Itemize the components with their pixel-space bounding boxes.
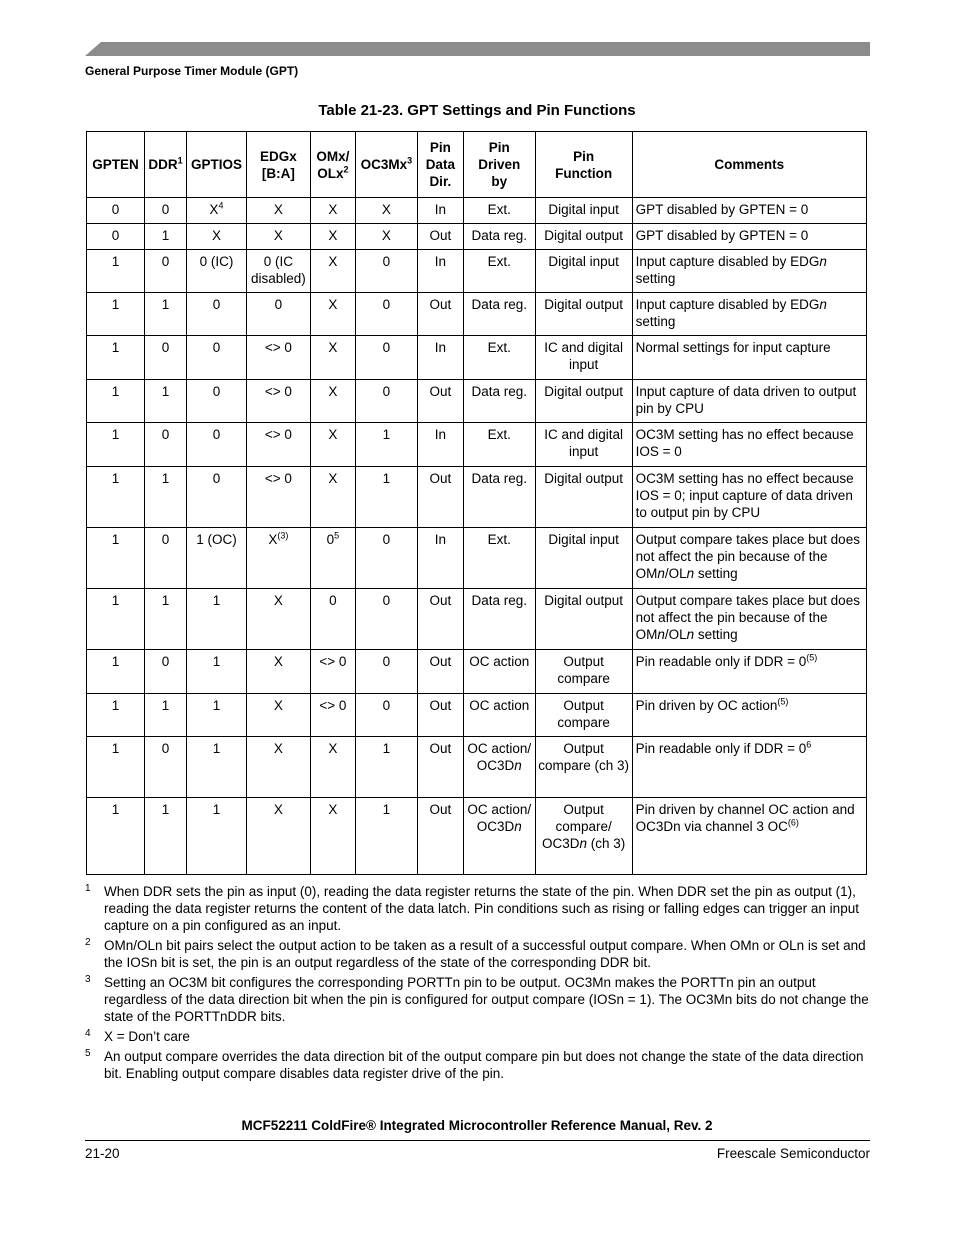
cell-function: Output compare (ch 3) — [535, 737, 632, 798]
cell-function: Output compare/ OC3Dn (ch 3) — [535, 798, 632, 875]
col-pin-data-dir: Pin Data Dir. — [417, 132, 463, 198]
cell-ddr: 0 — [144, 198, 186, 224]
cell-omx: 0 — [310, 589, 355, 650]
cell-oc3mx: 1 — [355, 737, 417, 798]
cell-omx: X — [310, 336, 355, 380]
cell-edgx: <> 0 — [246, 336, 310, 380]
cell-edgx: X — [246, 589, 310, 650]
cell-oc3mx: 1 — [355, 467, 417, 528]
cell-comment: Pin readable only if DDR = $0^{(5)}$ — [632, 650, 866, 694]
cell-omx: <> 0 — [310, 650, 355, 694]
cell-omx: X — [310, 293, 355, 336]
cell-ddr: 1 — [144, 467, 186, 528]
cell-edgx: 0 — [246, 293, 310, 336]
cell-edgx: X — [246, 650, 310, 694]
cell-dir: In — [417, 336, 463, 380]
table-row — [87, 798, 867, 875]
col-ddr: DDR$^1$ — [144, 132, 186, 198]
cell-function: IC and digital input — [535, 423, 632, 467]
table-caption: Table 21-23. GPT Settings and Pin Functions — [318, 102, 636, 119]
cell-driven: Ext. — [463, 423, 535, 467]
cell-gptios: 1 — [186, 694, 246, 737]
col-oc3mx: OC3Mx$^3$ — [355, 132, 417, 198]
cell-function: Output compare — [535, 694, 632, 737]
table-row — [87, 336, 867, 380]
cell-oc3mx: 0 — [355, 380, 417, 423]
cell-driven: OC action/ OC3Dn — [463, 798, 535, 875]
table-body — [87, 198, 867, 875]
cell-oc3mx: 0 — [355, 250, 417, 293]
footnote — [85, 937, 870, 971]
cell-function: Digital input — [535, 250, 632, 293]
cell-driven: OC action — [463, 650, 535, 694]
footnote — [85, 883, 870, 934]
cell-driven: Data reg. — [463, 467, 535, 528]
cell-edgx: <> 0 — [246, 380, 310, 423]
cell-dir: Out — [417, 467, 463, 528]
cell-driven: Ext. — [463, 198, 535, 224]
cell-driven: Data reg. — [463, 224, 535, 250]
cell-ddr: 1 — [144, 380, 186, 423]
cell-ddr: 1 — [144, 224, 186, 250]
cell-gptios: 0 — [186, 467, 246, 528]
cell-comment: Output compare takes place but does not affect the pin because of the OMn/OLn setting — [632, 589, 866, 650]
cell-gpten: 1 — [87, 336, 145, 380]
cell-gpten: 0 — [87, 198, 145, 224]
cell-omx: X — [310, 737, 355, 798]
company-name: Freescale Semiconductor — [716, 1146, 870, 1161]
cell-gpten: 1 — [87, 798, 145, 875]
col-pin-driven-by: Pin Driven by — [463, 132, 535, 198]
cell-ddr: 0 — [144, 336, 186, 380]
cell-oc3mx: X — [355, 198, 417, 224]
cell-gpten: 0 — [87, 224, 145, 250]
table-row — [87, 467, 867, 528]
footnote-text: X = Don’t care — [104, 1029, 190, 1044]
cell-gpten: 1 — [87, 380, 145, 423]
cell-dir: In — [417, 250, 463, 293]
cell-comment: Pin driven by OC action$^{(5)}$ — [632, 694, 866, 737]
cell-edgx: X — [246, 198, 310, 224]
cell-edgx: <> 0 — [246, 423, 310, 467]
table-row — [87, 423, 867, 467]
cell-comment: GPT disabled by GPTEN = 0 — [632, 198, 866, 224]
col-gpten: GPTEN — [87, 132, 145, 198]
cell-gptios: 1 — [186, 737, 246, 798]
footnote-number: 3 — [85, 974, 91, 985]
cell-oc3mx: 0 — [355, 293, 417, 336]
cell-ddr: 0 — [144, 528, 186, 589]
cell-ddr: 0 — [144, 650, 186, 694]
table-row — [87, 224, 867, 250]
table-header-row — [87, 132, 867, 198]
table-row — [87, 650, 867, 694]
footnote-number: 1 — [85, 883, 91, 894]
cell-comment: Input capture disabled by EDGn setting — [632, 293, 866, 336]
cell-function: Digital input — [535, 198, 632, 224]
cell-gpten: 1 — [87, 250, 145, 293]
footnote-number: 2 — [85, 937, 91, 948]
footnote-number: 4 — [85, 1028, 91, 1039]
cell-ddr: 0 — [144, 423, 186, 467]
cell-dir: Out — [417, 224, 463, 250]
gpt-settings-table — [86, 131, 867, 875]
col-omx: OMx/ OLx$^2$ — [310, 132, 355, 198]
cell-gpten: 1 — [87, 293, 145, 336]
cell-ddr: 0 — [144, 737, 186, 798]
cell-edgx: $X^{(3)}$ — [246, 528, 310, 589]
cell-gptios: $X^4$ — [186, 198, 246, 224]
cell-omx: X — [310, 423, 355, 467]
cell-gpten: 1 — [87, 589, 145, 650]
table-row — [87, 198, 867, 224]
cell-function: Digital output — [535, 293, 632, 336]
footer-divider — [85, 1140, 870, 1141]
cell-oc3mx: 1 — [355, 423, 417, 467]
cell-dir: Out — [417, 694, 463, 737]
cell-comment: Output compare takes place but does not affect the pin because of the OMn/OLn setting — [632, 528, 866, 589]
footnotes — [85, 883, 870, 1085]
cell-gptios: 1 — [186, 650, 246, 694]
cell-ddr: 1 — [144, 293, 186, 336]
cell-gptios: 0 — [186, 293, 246, 336]
cell-oc3mx: 0 — [355, 650, 417, 694]
cell-function: Digital input — [535, 528, 632, 589]
cell-driven: Data reg. — [463, 293, 535, 336]
cell-driven: Data reg. — [463, 380, 535, 423]
cell-gptios: 1 — [186, 798, 246, 875]
cell-gpten: 1 — [87, 528, 145, 589]
table-row — [87, 737, 867, 798]
cell-function: Output compare — [535, 650, 632, 694]
cell-function: Digital output — [535, 467, 632, 528]
cell-dir: Out — [417, 589, 463, 650]
cell-dir: In — [417, 198, 463, 224]
cell-gpten: 1 — [87, 737, 145, 798]
cell-omx: <> 0 — [310, 694, 355, 737]
cell-oc3mx: 0 — [355, 336, 417, 380]
section-title: General Purpose Timer Module (GPT) — [85, 64, 299, 78]
footer-title: MCF52211 ColdFire® Integrated Microcontroller Reference Manual, Rev. 2 — [241, 1118, 713, 1133]
col-pin-function: Pin Function — [535, 132, 632, 198]
cell-gptios: 1 — [186, 589, 246, 650]
cell-edgx: X — [246, 737, 310, 798]
cell-comment: Input capture disabled by EDGn setting — [632, 250, 866, 293]
cell-edgx: X — [246, 694, 310, 737]
cell-omx: X — [310, 467, 355, 528]
table-row — [87, 250, 867, 293]
cell-driven: Ext. — [463, 250, 535, 293]
cell-dir: Out — [417, 293, 463, 336]
cell-oc3mx: 0 — [355, 694, 417, 737]
cell-omx: $0^5$ — [310, 528, 355, 589]
cell-omx: X — [310, 198, 355, 224]
cell-gptios: 0 — [186, 380, 246, 423]
footnote-text: Setting an OC3M bit configures the corresponding PORTTn pin to be output. OC3Mn makes the PORTTn pin an output regardless of the data direction bit when the pin is configured for output compare (IOSn = 1). The OC3Mn bits do not change the state of the PORTTnDDR bits. — [104, 975, 869, 1024]
cell-gptios: 0 — [186, 336, 246, 380]
cell-gpten: 1 — [87, 423, 145, 467]
cell-gptios: 0 — [186, 423, 246, 467]
footnote-text: OMn/OLn bit pairs select the output action to be taken as a result of a successful output compare. When OMn or OLn is set and the IOSn bit is set, the pin is an output regardless of the state of the corresponding DDR bit. — [104, 938, 866, 970]
page-number: 21-20 — [85, 1146, 120, 1161]
cell-comment: Pin driven by channel OC action and OC3Dn via channel 3 OC$^{(6)}$ — [632, 798, 866, 875]
cell-gpten: 1 — [87, 650, 145, 694]
footnote-text: An output compare overrides the data direction bit of the output compare pin but does not change the state of the data direction bit. Enabling output compare disables data register drive of the pin. — [104, 1049, 864, 1081]
cell-comment: Normal settings for input capture — [632, 336, 866, 380]
cell-oc3mx: 0 — [355, 589, 417, 650]
cell-ddr: 1 — [144, 694, 186, 737]
cell-ddr: 0 — [144, 250, 186, 293]
cell-gpten: 1 — [87, 467, 145, 528]
footnote — [85, 1028, 870, 1045]
cell-oc3mx: 0 — [355, 528, 417, 589]
cell-dir: Out — [417, 650, 463, 694]
cell-gptios: X — [186, 224, 246, 250]
cell-ddr: 1 — [144, 798, 186, 875]
cell-dir: In — [417, 423, 463, 467]
cell-function: Digital output — [535, 380, 632, 423]
col-edgx: EDGx [B:A] — [246, 132, 310, 198]
cell-dir: Out — [417, 798, 463, 875]
cell-ddr: 1 — [144, 589, 186, 650]
table-row — [87, 589, 867, 650]
cell-function: IC and digital input — [535, 336, 632, 380]
cell-comment: Pin readable only if DDR = $0^6$ — [632, 737, 866, 798]
cell-oc3mx: 1 — [355, 798, 417, 875]
footnote — [85, 974, 870, 1025]
cell-edgx: X — [246, 224, 310, 250]
table-row — [87, 380, 867, 423]
cell-edgx: X — [246, 798, 310, 875]
cell-gptios: 1 (OC) — [186, 528, 246, 589]
cell-comment: Input capture of data driven to output pin by CPU — [632, 380, 866, 423]
cell-oc3mx: X — [355, 224, 417, 250]
table-row — [87, 528, 867, 589]
cell-comment: OC3M setting has no effect because IOS = 0 — [632, 423, 866, 467]
cell-driven: Ext. — [463, 528, 535, 589]
cell-omx: X — [310, 250, 355, 293]
cell-driven: OC action/ OC3Dn — [463, 737, 535, 798]
cell-function: Digital output — [535, 589, 632, 650]
cell-omx: X — [310, 224, 355, 250]
cell-function: Digital output — [535, 224, 632, 250]
col-gptios: GPTIOS — [186, 132, 246, 198]
cell-edgx: <> 0 — [246, 467, 310, 528]
cell-gpten: 1 — [87, 694, 145, 737]
cell-omx: X — [310, 380, 355, 423]
cell-dir: In — [417, 528, 463, 589]
cell-dir: Out — [417, 380, 463, 423]
col-comments: Comments — [632, 132, 866, 198]
cell-omx: X — [310, 798, 355, 875]
cell-driven: Ext. — [463, 336, 535, 380]
header-bar — [85, 42, 870, 56]
cell-comment: OC3M setting has no effect because IOS = 0; input capture of data driven to output pin by CPU — [632, 467, 866, 528]
cell-driven: Data reg. — [463, 589, 535, 650]
cell-dir: Out — [417, 737, 463, 798]
footnote — [85, 1048, 870, 1082]
cell-driven: OC action — [463, 694, 535, 737]
cell-gptios: 0 (IC) — [186, 250, 246, 293]
cell-edgx: 0 (IC disabled) — [246, 250, 310, 293]
footnote-text: When DDR sets the pin as input (0), reading the data register returns the state of the pin. When DDR set the pin as output (1), reading the data register returns the content of the data latch. Pin conditions such as rising or falling edges can trigger an input capture on a pin configured as an input. — [104, 884, 859, 933]
cell-comment: GPT disabled by GPTEN = 0 — [632, 224, 866, 250]
table-row — [87, 694, 867, 737]
table-row — [87, 293, 867, 336]
footnote-number: 5 — [85, 1048, 91, 1059]
